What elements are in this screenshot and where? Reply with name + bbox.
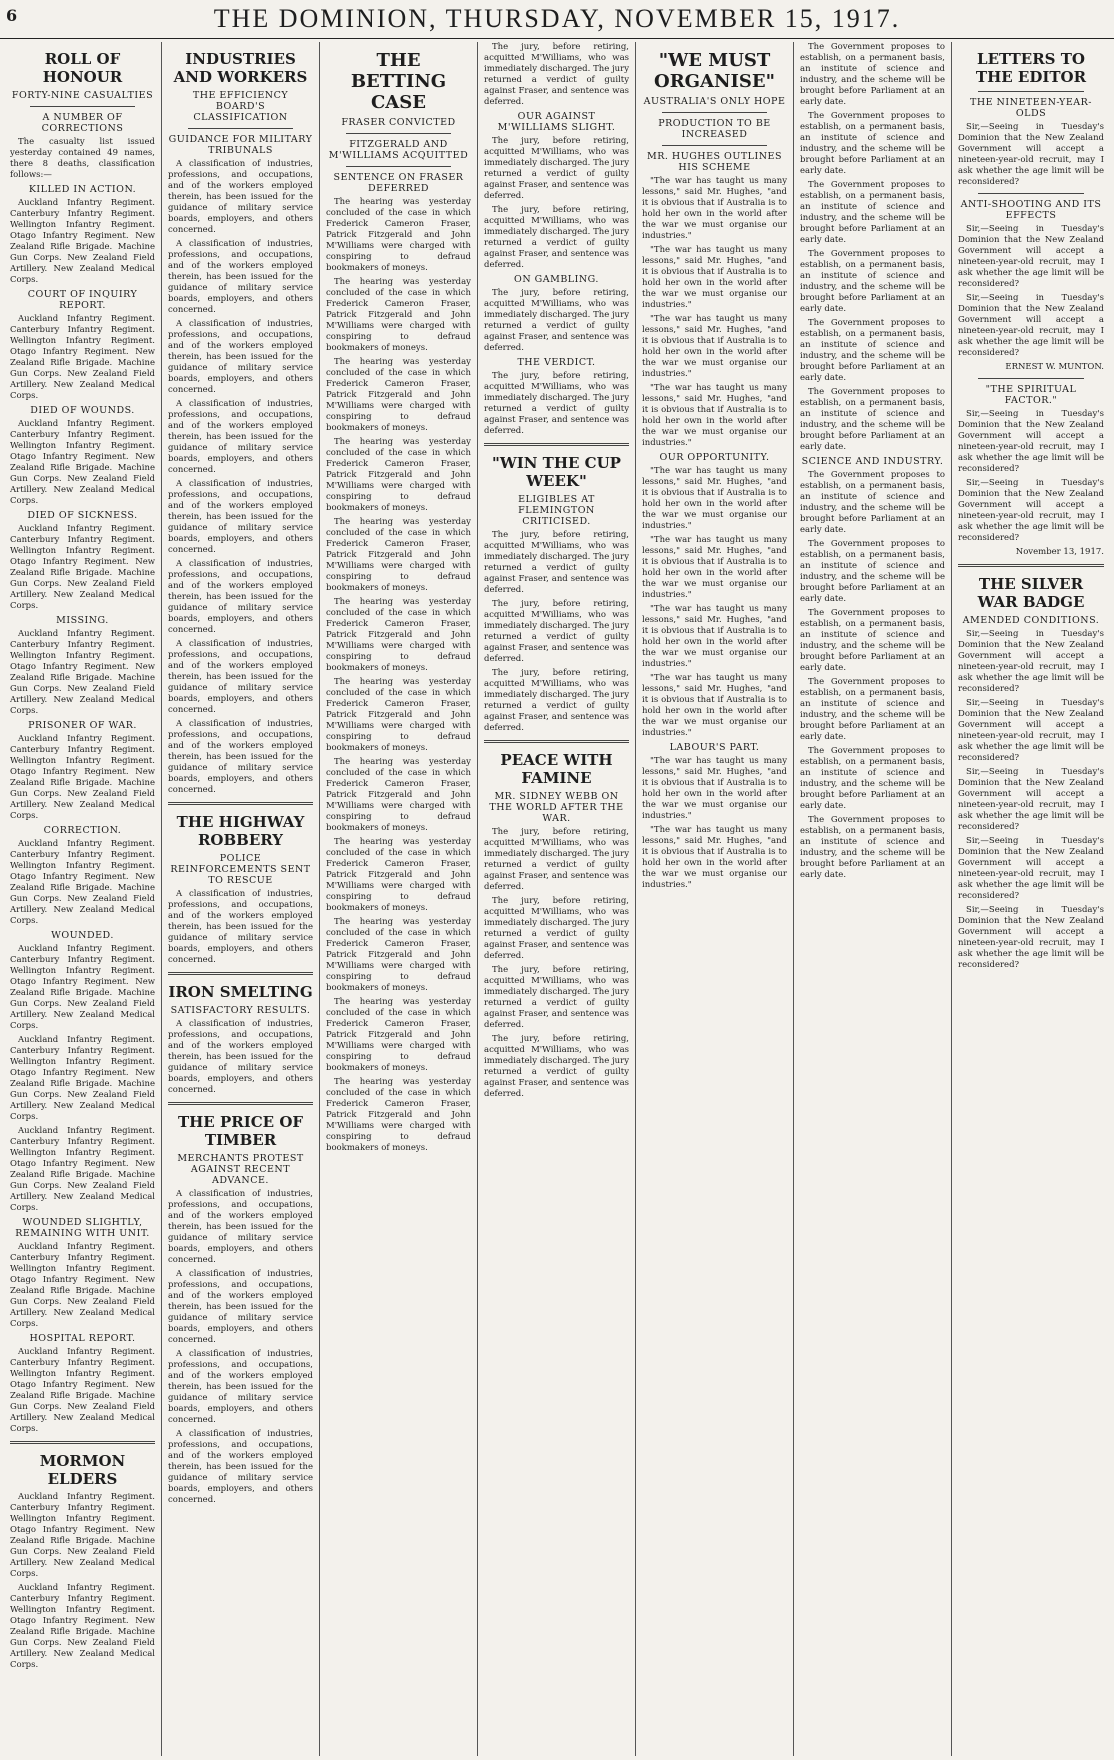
paragraph: The jury, before retiring, acquitted M'Williams, who was immediately discharged. The jury returned a verdict of guilty against Fraser, and sentence was deferred. xyxy=(484,1034,629,1099)
column-6 xyxy=(794,42,952,1756)
paragraph: The hearing was yesterday concluded of the case in which Frederick Cameron Fraser, Patrick Fitzgerald and John M'Williams were charged with conspiring to defraud bookmakers of moneys. xyxy=(326,357,471,433)
paragraph: A classification of industries, professions, and occupations, and of the workers employed therein, has been issued for the guidance of military service boards, employers, and others concerned. xyxy=(168,1349,313,1425)
paragraph: The Government proposes to establish, on a permanent basis, an institute of science and industry, and the scheme will be brought before Parliament at an early date. xyxy=(800,318,945,383)
paragraph: "The war has taught us many lessons," said Mr. Hughes, "and it is obvious that if Australia is to hold her own in the world after the war we must organise our industries." xyxy=(642,176,787,241)
paragraph: A classification of industries, professions, and occupations, and of the workers employed therein, has been issued for the guidance of military service boards, employers, and others concerned. xyxy=(168,159,313,235)
paragraph: The hearing was yesterday concluded of the case in which Frederick Cameron Fraser, Patrick Fitzgerald and John M'Williams were charged with conspiring to defraud bookmakers of moneys. xyxy=(326,277,471,353)
paragraph: The hearing was yesterday concluded of the case in which Frederick Cameron Fraser, Patrick Fitzgerald and John M'Williams were charged with conspiring to defraud bookmakers of moneys. xyxy=(326,197,471,273)
paragraph: Sir,—Seeing in Tuesday's Dominion that the New Zealand Government will accept a nineteen-year-old recruit, may I ask whether the age limit will be reconsidered? xyxy=(958,698,1104,763)
paragraph: Sir,—Seeing in Tuesday's Dominion that the New Zealand Government will accept a nineteen-year-old recruit, may I ask whether the age limit will be reconsidered? xyxy=(958,905,1104,970)
paragraph: A classification of industries, professions, and occupations, and of the workers employed therein, has been issued for the guidance of military service boards, employers, and others concerned. xyxy=(168,479,313,555)
paragraph: Auckland Infantry Regiment. Canterbury Infantry Regiment. Wellington Infantry Regiment. Otago Infantry Regiment. New Zealand Rifle Brigade. Machine Gun Corps. New Zealand Field Artillery. New Zealand Medical Corps. xyxy=(10,1492,155,1579)
section-heading: KILLED IN ACTION. xyxy=(28,184,137,195)
paragraph: The casualty list issued yesterday contained 49 names, there 8 deaths, classification follows:— xyxy=(10,137,155,180)
paragraph: "The war has taught us many lessons," said Mr. Hughes, "and it is obvious that if Australia is to hold her own in the world after the war we must organise our industries." xyxy=(642,673,787,738)
paragraph: A classification of industries, professions, and occupations, and of the workers employed therein, has been issued for the guidance of military service boards, employers, and others concerned. xyxy=(168,559,313,635)
paragraph: Sir,—Seeing in Tuesday's Dominion that the New Zealand Government will accept a nineteen-year-old recruit, may I ask whether the age limit will be reconsidered? xyxy=(958,293,1104,358)
section-heading: SCIENCE AND INDUSTRY. xyxy=(801,456,944,467)
paragraph: "The war has taught us many lessons," said Mr. Hughes, "and it is obvious that if Australia is to hold her own in the world after the war we must organise our industries." xyxy=(642,466,787,531)
paragraph: Auckland Infantry Regiment. Canterbury Infantry Regiment. Wellington Infantry Regiment. Otago Infantry Regiment. New Zealand Rifle Brigade. Machine Gun Corps. New Zealand Field Artillery. New Zealand Medical Corps. xyxy=(10,1242,155,1329)
subhead: THE NINETEEN-YEAR-OLDS xyxy=(969,97,1092,119)
paragraph: The jury, before retiring, acquitted M'Williams, who was immediately discharged. The jury returned a verdict of guilty against Fraser, and sentence was deferred. xyxy=(484,668,629,733)
paragraph: Auckland Infantry Regiment. Canterbury Infantry Regiment. Wellington Infantry Regiment. Otago Infantry Regiment. New Zealand Rifle Brigade. Machine Gun Corps. New Zealand Field Artillery. New Zealand Medical Corps. xyxy=(10,1347,155,1434)
paragraph: Auckland Infantry Regiment. Canterbury Infantry Regiment. Wellington Infantry Regiment. Otago Infantry Regiment. New Zealand Rifle Brigade. Machine Gun Corps. New Zealand Field Artillery. New Zealand Medical Corps. xyxy=(10,839,155,926)
headline-price-of-timber: THE PRICE OF TIMBER xyxy=(177,1113,304,1149)
section-heading: MISSING. xyxy=(56,615,109,626)
paragraph: Sir,—Seeing in Tuesday's Dominion that the New Zealand Government will accept a nineteen-year-old recruit, may I ask whether the age limit will be reconsidered? xyxy=(958,767,1104,832)
paragraph: A classification of industries, professions, and occupations, and of the workers employed therein, has been issued for the guidance of military service boards, employers, and others concerned. xyxy=(168,639,313,715)
paragraph: Sir,—Seeing in Tuesday's Dominion that the New Zealand Government will accept a nineteen-year-old recruit, may I ask whether the age limit will be reconsidered? xyxy=(958,629,1104,694)
paragraph: Auckland Infantry Regiment. Canterbury Infantry Regiment. Wellington Infantry Regiment. Otago Infantry Regiment. New Zealand Rifle Brigade. Machine Gun Corps. New Zealand Field Artillery. New Zealand Medical Corps. xyxy=(10,1583,155,1670)
section-heading: WOUNDED. xyxy=(51,930,114,941)
paragraph: A classification of industries, professions, and occupations, and of the workers employed therein, has been issued for the guidance of military service boards, employers, and others concerned. xyxy=(168,1019,313,1095)
headline-silver-war-badge: THE SILVER WAR BADGE xyxy=(977,575,1085,611)
paragraph: The hearing was yesterday concluded of the case in which Frederick Cameron Fraser, Patrick Fitzgerald and John M'Williams were charged with conspiring to defraud bookmakers of moneys. xyxy=(326,997,471,1073)
paragraph: Auckland Infantry Regiment. Canterbury Infantry Regiment. Wellington Infantry Regiment. Otago Infantry Regiment. New Zealand Rifle Brigade. Machine Gun Corps. New Zealand Field Artillery. New Zealand Medical Corps. xyxy=(10,1126,155,1213)
section-heading: PRISONER OF WAR. xyxy=(28,720,137,731)
subhead: SATISFACTORY RESULTS. xyxy=(170,1005,311,1016)
paragraph: Auckland Infantry Regiment. Canterbury Infantry Regiment. Wellington Infantry Regiment. Otago Infantry Regiment. New Zealand Rifle Brigade. Machine Gun Corps. New Zealand Field Artillery. New Zealand Medical Corps. xyxy=(10,198,155,285)
paragraph: A classification of industries, professions, and occupations, and of the workers employed therein, has been issued for the guidance of military service boards, employers, and others concerned. xyxy=(168,1429,313,1505)
paragraph: The Government proposes to establish, on a permanent basis, an institute of science and industry, and the scheme will be brought before Parliament at an early date. xyxy=(800,387,945,452)
headline-industries: INDUSTRIES AND WORKERS xyxy=(173,50,308,86)
paragraph: The Government proposes to establish, on a permanent basis, an institute of science and industry, and the scheme will be brought before Parliament at an early date. xyxy=(800,677,945,742)
section-heading: OUR AGAINST M'WILLIAMS SLIGHT. xyxy=(497,111,616,133)
signature: ERNEST W. MUNTON. xyxy=(1005,362,1104,372)
headline-letters-to-editor: LETTERS TO THE EDITOR xyxy=(975,50,1087,86)
section-heading: HOSPITAL REPORT. xyxy=(29,1333,136,1344)
subhead: ELIGIBLES AT FLEMINGTON CRITICISED. xyxy=(518,494,595,527)
paragraph: Auckland Infantry Regiment. Canterbury Infantry Regiment. Wellington Infantry Regiment. Otago Infantry Regiment. New Zealand Rifle Brigade. Machine Gun Corps. New Zealand Field Artillery. New Zealand Medical Corps. xyxy=(10,419,155,506)
paragraph: "The war has taught us many lessons," said Mr. Hughes, "and it is obvious that if Australia is to hold her own in the world after the war we must organise our industries." xyxy=(642,383,787,448)
paragraph: Sir,—Seeing in Tuesday's Dominion that the New Zealand Government will accept a nineteen-year-old recruit, may I ask whether the age limit will be reconsidered? xyxy=(958,836,1104,901)
section-heading: ON GAMBLING. xyxy=(514,274,599,285)
subhead: "THE SPIRITUAL FACTOR." xyxy=(985,384,1077,406)
paragraph: The hearing was yesterday concluded of the case in which Frederick Cameron Fraser, Patrick Fitzgerald and John M'Williams were charged with conspiring to defraud bookmakers of moneys. xyxy=(326,517,471,593)
paragraph: The hearing was yesterday concluded of the case in which Frederick Cameron Fraser, Patrick Fitzgerald and John M'Williams were charged with conspiring to defraud bookmakers of moneys. xyxy=(326,597,471,673)
headline-betting-case: THE BETTING CASE xyxy=(350,50,447,113)
column-5 xyxy=(636,42,794,1756)
paragraph: Sir,—Seeing in Tuesday's Dominion that the New Zealand Government will accept a nineteen-year-old recruit, may I ask whether the age limit will be reconsidered? xyxy=(958,122,1104,187)
paragraph: The jury, before retiring, acquitted M'Williams, who was immediately discharged. The jury returned a verdict of guilty against Fraser, and sentence was deferred. xyxy=(484,896,629,961)
subhead: ANTI-SHOOTING AND ITS EFFECTS xyxy=(960,199,1102,221)
section-heading: OUR OPPORTUNITY. xyxy=(659,452,770,463)
section-heading: WOUNDED SLIGHTLY, REMAINING WITH UNIT. xyxy=(15,1217,150,1239)
paragraph: The Government proposes to establish, on a permanent basis, an institute of science and industry, and the scheme will be brought before Parliament at an early date. xyxy=(800,42,945,107)
paragraph: The jury, before retiring, acquitted M'Williams, who was immediately discharged. The jury returned a verdict of guilty against Fraser, and sentence was deferred. xyxy=(484,965,629,1030)
subhead: THE EFFICIENCY BOARD'S CLASSIFICATION xyxy=(192,90,289,123)
paragraph: The hearing was yesterday concluded of the case in which Frederick Cameron Fraser, Patrick Fitzgerald and John M'Williams were charged with conspiring to defraud bookmakers of moneys. xyxy=(326,677,471,753)
paragraph: The Government proposes to establish, on a permanent basis, an institute of science and industry, and the scheme will be brought before Parliament at an early date. xyxy=(800,608,945,673)
paragraph: A classification of industries, professions, and occupations, and of the workers employed therein, has been issued for the guidance of military service boards, employers, and others concerned. xyxy=(168,1269,313,1345)
column-2 xyxy=(162,42,320,1756)
subhead: GUIDANCE FOR MILITARY TRIBUNALS xyxy=(168,134,313,156)
subhead: FRASER CONVICTED xyxy=(341,117,456,128)
paragraph: Sir,—Seeing in Tuesday's Dominion that the New Zealand Government will accept a nineteen-year-old recruit, may I ask whether the age limit will be reconsidered? xyxy=(958,478,1104,543)
column-3 xyxy=(320,42,478,1756)
paragraph: A classification of industries, professions, and occupations, and of the workers employed therein, has been issued for the guidance of military service boards, employers, and others concerned. xyxy=(168,889,313,965)
paragraph: The jury, before retiring, acquitted M'Williams, who was immediately discharged. The jury returned a verdict of guilty against Fraser, and sentence was deferred. xyxy=(484,530,629,595)
page-title: THE DOMINION, THURSDAY, NOVEMBER 15, 1917. xyxy=(213,4,901,33)
paragraph: Auckland Infantry Regiment. Canterbury Infantry Regiment. Wellington Infantry Regiment. Otago Infantry Regiment. New Zealand Rifle Brigade. Machine Gun Corps. New Zealand Field Artillery. New Zealand Medical Corps. xyxy=(10,1035,155,1122)
columns xyxy=(4,42,1110,1756)
paragraph: A classification of industries, professions, and occupations, and of the workers employed therein, has been issued for the guidance of military service boards, employers, and others concerned. xyxy=(168,1189,313,1265)
subhead: SENTENCE ON FRASER DEFERRED xyxy=(333,172,464,194)
headline-peace-with-famine: PEACE WITH FAMINE xyxy=(500,751,613,787)
paragraph: The hearing was yesterday concluded of the case in which Frederick Cameron Fraser, Patrick Fitzgerald and John M'Williams were charged with conspiring to defraud bookmakers of moneys. xyxy=(326,837,471,913)
paragraph: Auckland Infantry Regiment. Canterbury Infantry Regiment. Wellington Infantry Regiment. Otago Infantry Regiment. New Zealand Rifle Brigade. Machine Gun Corps. New Zealand Field Artillery. New Zealand Medical Corps. xyxy=(10,629,155,716)
subhead: A NUMBER OF CORRECTIONS xyxy=(41,112,124,134)
paragraph: Auckland Infantry Regiment. Canterbury Infantry Regiment. Wellington Infantry Regiment. Otago Infantry Regiment. New Zealand Rifle Brigade. Machine Gun Corps. New Zealand Field Artillery. New Zealand Medical Corps. xyxy=(10,314,155,401)
subhead: AMENDED CONDITIONS. xyxy=(962,615,1100,626)
paragraph: The jury, before retiring, acquitted M'Williams, who was immediately discharged. The jury returned a verdict of guilty against Fraser, and sentence was deferred. xyxy=(484,371,629,436)
paragraph: The hearing was yesterday concluded of the case in which Frederick Cameron Fraser, Patrick Fitzgerald and John M'Williams were charged with conspiring to defraud bookmakers of moneys. xyxy=(326,1077,471,1153)
subhead: POLICE REINFORCEMENTS SENT TO RESCUE xyxy=(170,853,311,886)
paragraph: The jury, before retiring, acquitted M'Williams, who was immediately discharged. The jury returned a verdict of guilty against Fraser, and sentence was deferred. xyxy=(484,205,629,270)
subhead: PRODUCTION TO BE INCREASED xyxy=(658,118,771,140)
section-heading: CORRECTION. xyxy=(43,825,122,836)
paragraph: The Government proposes to establish, on a permanent basis, an institute of science and industry, and the scheme will be brought before Parliament at an early date. xyxy=(800,746,945,811)
paragraph: The hearing was yesterday concluded of the case in which Frederick Cameron Fraser, Patrick Fitzgerald and John M'Williams were charged with conspiring to defraud bookmakers of moneys. xyxy=(326,757,471,833)
section-heading: LABOUR'S PART. xyxy=(669,742,760,753)
paragraph: "The war has taught us many lessons," said Mr. Hughes, "and it is obvious that if Australia is to hold her own in the world after the war we must organise our industries." xyxy=(642,604,787,669)
subhead: MERCHANTS PROTEST AGAINST RECENT ADVANCE. xyxy=(177,1153,304,1186)
paragraph: Auckland Infantry Regiment. Canterbury Infantry Regiment. Wellington Infantry Regiment. Otago Infantry Regiment. New Zealand Rifle Brigade. Machine Gun Corps. New Zealand Field Artillery. New Zealand Medical Corps. xyxy=(10,524,155,611)
section-heading: DIED OF WOUNDS. xyxy=(30,405,135,416)
column-1 xyxy=(4,42,162,1756)
paragraph: Auckland Infantry Regiment. Canterbury Infantry Regiment. Wellington Infantry Regiment. Otago Infantry Regiment. New Zealand Rifle Brigade. Machine Gun Corps. New Zealand Field Artillery. New Zealand Medical Corps. xyxy=(10,944,155,1031)
section-heading: COURT OF INQUIRY REPORT. xyxy=(27,289,138,311)
headline-roll-of-honour: ROLL OF HONOUR xyxy=(42,50,123,86)
subhead: MR. HUGHES OUTLINES HIS SCHEME xyxy=(647,151,782,173)
paragraph: The hearing was yesterday concluded of the case in which Frederick Cameron Fraser, Patrick Fitzgerald and John M'Williams were charged with conspiring to defraud bookmakers of moneys. xyxy=(326,917,471,993)
paragraph: The Government proposes to establish, on a permanent basis, an institute of science and industry, and the scheme will be brought before Parliament at an early date. xyxy=(800,111,945,176)
paragraph: The jury, before retiring, acquitted M'Williams, who was immediately discharged. The jury returned a verdict of guilty against Fraser, and sentence was deferred. xyxy=(484,136,629,201)
paragraph: "The war has taught us many lessons," said Mr. Hughes, "and it is obvious that if Australia is to hold her own in the world after the war we must organise our industries." xyxy=(642,756,787,821)
paragraph: A classification of industries, professions, and occupations, and of the workers employed therein, has been issued for the guidance of military service boards, employers, and others concerned. xyxy=(168,319,313,395)
paragraph: "The war has taught us many lessons," said Mr. Hughes, "and it is obvious that if Australia is to hold her own in the world after the war we must organise our industries." xyxy=(642,825,787,890)
paragraph: A classification of industries, professions, and occupations, and of the workers employed therein, has been issued for the guidance of military service boards, employers, and others concerned. xyxy=(168,719,313,795)
section-heading: DIED OF SICKNESS. xyxy=(27,510,138,521)
paragraph: Auckland Infantry Regiment. Canterbury Infantry Regiment. Wellington Infantry Regiment. Otago Infantry Regiment. New Zealand Rifle Brigade. Machine Gun Corps. New Zealand Field Artillery. New Zealand Medical Corps. xyxy=(10,734,155,821)
column-7 xyxy=(952,42,1110,1756)
paragraph: The hearing was yesterday concluded of the case in which Frederick Cameron Fraser, Patrick Fitzgerald and John M'Williams were charged with conspiring to defraud bookmakers of moneys. xyxy=(326,437,471,513)
paragraph: The jury, before retiring, acquitted M'Williams, who was immediately discharged. The jury returned a verdict of guilty against Fraser, and sentence was deferred. xyxy=(484,288,629,353)
paragraph: "The war has taught us many lessons," said Mr. Hughes, "and it is obvious that if Australia is to hold her own in the world after the war we must organise our industries." xyxy=(642,314,787,379)
subhead: FORTY-NINE CASUALTIES xyxy=(11,90,154,101)
paragraph: The Government proposes to establish, on a permanent basis, an institute of science and industry, and the scheme will be brought before Parliament at an early date. xyxy=(800,470,945,535)
letter-date: November 13, 1917. xyxy=(1015,547,1104,557)
paragraph: A classification of industries, professions, and occupations, and of the workers employed therein, has been issued for the guidance of military service boards, employers, and others concerned. xyxy=(168,239,313,315)
headline-highway-robbery: THE HIGHWAY ROBBERY xyxy=(176,813,305,849)
paragraph: Sir,—Seeing in Tuesday's Dominion that the New Zealand Government will accept a nineteen-year-old recruit, may I ask whether the age limit will be reconsidered? xyxy=(958,224,1104,289)
paragraph: The jury, before retiring, acquitted M'Williams, who was immediately discharged. The jury returned a verdict of guilty against Fraser, and sentence was deferred. xyxy=(484,599,629,664)
paragraph: The Government proposes to establish, on a permanent basis, an institute of science and industry, and the scheme will be brought before Parliament at an early date. xyxy=(800,180,945,245)
page-number: 6 xyxy=(6,6,18,25)
paragraph: The Government proposes to establish, on a permanent basis, an institute of science and industry, and the scheme will be brought before Parliament at an early date. xyxy=(800,539,945,604)
column-4 xyxy=(478,42,636,1756)
paragraph: The jury, before retiring, acquitted M'Williams, who was immediately discharged. The jury returned a verdict of guilty against Fraser, and sentence was deferred. xyxy=(484,42,629,107)
paragraph: "The war has taught us many lessons," said Mr. Hughes, "and it is obvious that if Australia is to hold her own in the world after the war we must organise our industries." xyxy=(642,535,787,600)
subhead: MR. SIDNEY WEBB ON THE WORLD AFTER THE WAR. xyxy=(489,791,624,824)
subhead: FITZGERALD AND M'WILLIAMS ACQUITTED xyxy=(328,139,469,161)
paragraph: Sir,—Seeing in Tuesday's Dominion that the New Zealand Government will accept a nineteen-year-old recruit, may I ask whether the age limit will be reconsidered? xyxy=(958,409,1104,474)
headline-iron-smelting: IRON SMELTING xyxy=(168,983,313,1001)
section-heading: THE VERDICT. xyxy=(517,357,596,368)
paragraph: The jury, before retiring, acquitted M'Williams, who was immediately discharged. The jury returned a verdict of guilty against Fraser, and sentence was deferred. xyxy=(484,827,629,892)
subhead: AUSTRALIA'S ONLY HOPE xyxy=(643,96,786,107)
paragraph: The Government proposes to establish, on a permanent basis, an institute of science and industry, and the scheme will be brought before Parliament at an early date. xyxy=(800,815,945,880)
paragraph: The Government proposes to establish, on a permanent basis, an institute of science and industry, and the scheme will be brought before Parliament at an early date. xyxy=(800,249,945,314)
headline-win-the-cup-week: "WIN THE CUP WEEK" xyxy=(492,454,621,490)
headline-mormon-elders: MORMON ELDERS xyxy=(39,1452,126,1488)
paragraph: "The war has taught us many lessons," said Mr. Hughes, "and it is obvious that if Australia is to hold her own in the world after the war we must organise our industries." xyxy=(642,245,787,310)
paragraph: A classification of industries, professions, and occupations, and of the workers employed therein, has been issued for the guidance of military service boards, employers, and others concerned. xyxy=(168,399,313,475)
headline-we-must-organise: "WE MUST ORGANISE" xyxy=(654,50,775,92)
masthead xyxy=(0,0,1114,39)
